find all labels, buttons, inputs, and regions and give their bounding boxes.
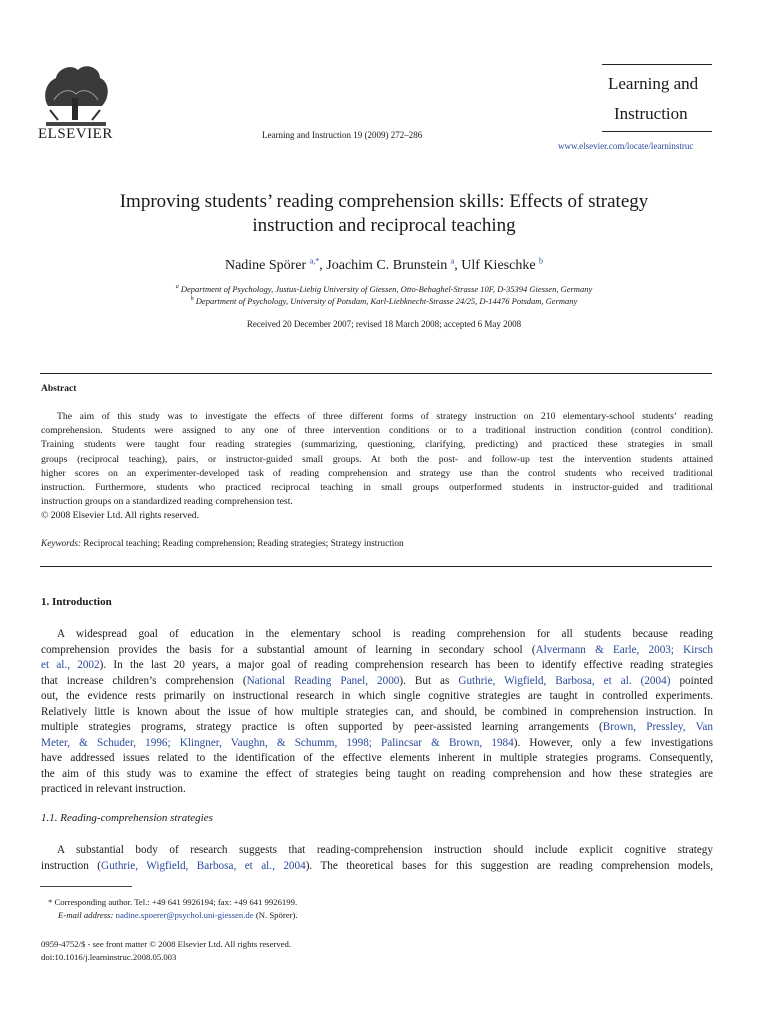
journal-title-line2: Instruction: [614, 104, 688, 123]
abstract-top-rule: [40, 373, 712, 374]
intro-line: multiple strategies programs, strategy practice is often supported by peer-assisted learning arrangements (Brown, Pressley, Van: [41, 721, 713, 733]
article-title: [0, 190, 768, 238]
citation-link[interactable]: National Reading Panel, 2000: [246, 674, 400, 687]
citation-link[interactable]: Brown, Pressley, Van: [602, 721, 713, 733]
abstract-heading: Abstract: [41, 384, 77, 394]
author-3-affiliation-mark[interactable]: b: [539, 256, 544, 265]
abstract-body: [41, 410, 713, 524]
citation-link[interactable]: Alvermann & Earle, 2003; Kirsch: [535, 643, 713, 656]
introduction-paragraph: [41, 627, 713, 798]
subsection-line: A substantial body of research suggests that reading-comprehension instruction should include explicit cognitive strategy: [57, 844, 713, 856]
keywords-list: Reciprocal teaching; Reading comprehension; Reading strategies; Strategy instruction: [83, 539, 404, 549]
abstract-line: groups (reciprocal teaching), pairs, or instructor-guided small groups. At both the post- and follow-up test the intervention students attained: [41, 453, 713, 465]
footnote-rule: [40, 886, 132, 887]
abstract-line: instruction. Furthermore, students who practiced reciprocal teaching in small groups outperformed students in instructor-guided and traditional: [41, 482, 713, 494]
subsection-heading: 1.1. Reading-comprehension strategies: [41, 812, 213, 824]
intro-line: Relatively little is known about the issue of how multiple strategies can, and should, be combined in comprehension instruction. In: [41, 705, 713, 718]
citation-link[interactable]: et al., 2002: [41, 659, 100, 671]
intro-line: A widespread goal of education in the elementary school is reading comprehension for all students because reading: [57, 628, 713, 640]
email-label: E-mail address:: [58, 910, 114, 920]
abstract-line: The aim of this study was to investigate the effects of three different forms of strategy instruction on 210 elementary-school students’ reading: [57, 411, 713, 422]
author-list: [0, 256, 768, 274]
author-1: Nadine Spörer $^{a,*}$,: [224, 256, 327, 273]
citation-link[interactable]: Guthrie, Wigfield, Barbosa, et al., 2004: [101, 859, 306, 872]
tree-icon: [40, 60, 112, 128]
affiliation-b: $^b$ Department of Psychology, University of Potsdam, Karl-Liebknecht-Strasse 24/25, D-14476 Potsdam, Germany: [190, 296, 578, 306]
journal-box-bottom-rule: [602, 131, 712, 132]
received-dates: Received 20 December 2007; revised 18 March 2008; accepted 6 May 2008: [246, 319, 522, 329]
publisher-name: ELSEVIER: [38, 126, 113, 142]
intro-line: have addressed issues related to the identification of the effective elements inherent in multiple strategies programs. Consequently,: [41, 752, 713, 764]
journal-title-line1: Learning and: [608, 74, 699, 93]
email-link[interactable]: nadine.spoerer@psychol.uni-giessen.de: [115, 910, 254, 920]
intro-line: that increase children’s comprehension (National Reading Panel, 2000). But as Guthrie, Wigfield, Barbosa, et al. (2004) pointed: [41, 674, 714, 687]
copyright-notice: © 2008 Elsevier Ltd. All rights reserved.: [41, 510, 200, 522]
doi-link[interactable]: doi:10.1016/j.learninstruc.2008.05.003: [41, 952, 177, 962]
email-note: E-mail address: nadine.spoerer@psychol.uni-giessen.de (N. Spörer).: [58, 910, 298, 920]
section-heading-introduction: 1. Introduction: [41, 596, 112, 608]
title-line-2: instruction and reciprocal teaching: [252, 215, 516, 236]
journal-box-top-rule: [602, 64, 712, 65]
subsection-line: instruction (Guthrie, Wigfield, Barbosa, et al., 2004). The theoretical bases for this suggestion are reading comprehension models,: [41, 859, 714, 872]
intro-line: out, the evidence rests primarily on instructional research in which single cognitive strategies are taught in controlled experiments.: [41, 690, 713, 702]
intro-line: et al., 2002). In the last 20 years, a major goal of reading comprehension research has been to identify effective reading strategies: [41, 659, 713, 671]
corresponding-author-note: * Corresponding author. Tel.: +49 641 9926194; fax: +49 641 9926199.: [48, 897, 298, 907]
affiliation-a: $^a$ Department of Psychology, Justus-Liebig University of Giessen, Otto-Behaghel-Strasse 10F, D-35394 Giessen, Germany: [175, 284, 593, 294]
citation-link[interactable]: Guthrie, Wigfield, Barbosa, et al. (2004): [458, 674, 671, 687]
journal-citation: Learning and Instruction 19 (2009) 272–286: [262, 130, 423, 140]
subsection-paragraph: [41, 843, 713, 874]
elsevier-logo: [40, 60, 112, 128]
journal-url-link[interactable]: www.elsevier.com/locate/learninstruc: [558, 141, 694, 151]
footnote-mark: *: [48, 897, 53, 907]
intro-line: the aim of this study was to examine the effect of strategies being taught on reading comprehension and how these strategies are: [41, 767, 713, 780]
keywords: [41, 539, 404, 549]
abstract-line: instruction groups on a standardized reading comprehension test.: [41, 496, 293, 508]
intro-line: Meter, & Schuder, 1996; Klingner, Vaughn, & Schumm, 1998; Palincsar & Brown, 1984). However, only a few investigations: [41, 736, 713, 749]
issn-line: 0959-4752/$ - see front matter © 2008 Elsevier Ltd. All rights reserved.: [41, 939, 292, 949]
author-2: Joachim C. Brunstein $^a$,: [326, 256, 462, 273]
title-line-1: Improving students’ reading comprehension skills: Effects of strategy: [119, 191, 649, 212]
abstract-line: higher scores on an experimenter-developed task of reading comprehension and strategy use than the control students who received traditional: [41, 467, 713, 479]
author-1-affiliation-mark[interactable]: a,*: [309, 256, 320, 265]
intro-line: practiced in relevant instruction.: [41, 783, 186, 795]
author-3: Ulf Kieschke $^b$: [461, 256, 544, 273]
intro-line: comprehension provides the basis for a substantial amount of learning in secondary school (Alvermann & Earle, 2003; Kirsch: [41, 643, 713, 656]
citation-link[interactable]: Meter, & Schuder, 1996; Klingner, Vaughn, & Schumm, 1998; Palincsar & Brown, 1984: [41, 736, 514, 749]
abstract-line: comprehension. Students were assigned to any one of three intervention conditions or to a traditional instruction condition (control condition).: [41, 425, 713, 437]
abstract-line: Training students were taught four reading strategies (summarizing, questioning, clarifying, predicting) and practiced these strategies in small: [41, 439, 713, 451]
author-2-affiliation-mark[interactable]: a: [450, 256, 455, 265]
keywords-label: Keywords:: [41, 539, 81, 549]
abstract-bottom-rule: [40, 566, 712, 567]
